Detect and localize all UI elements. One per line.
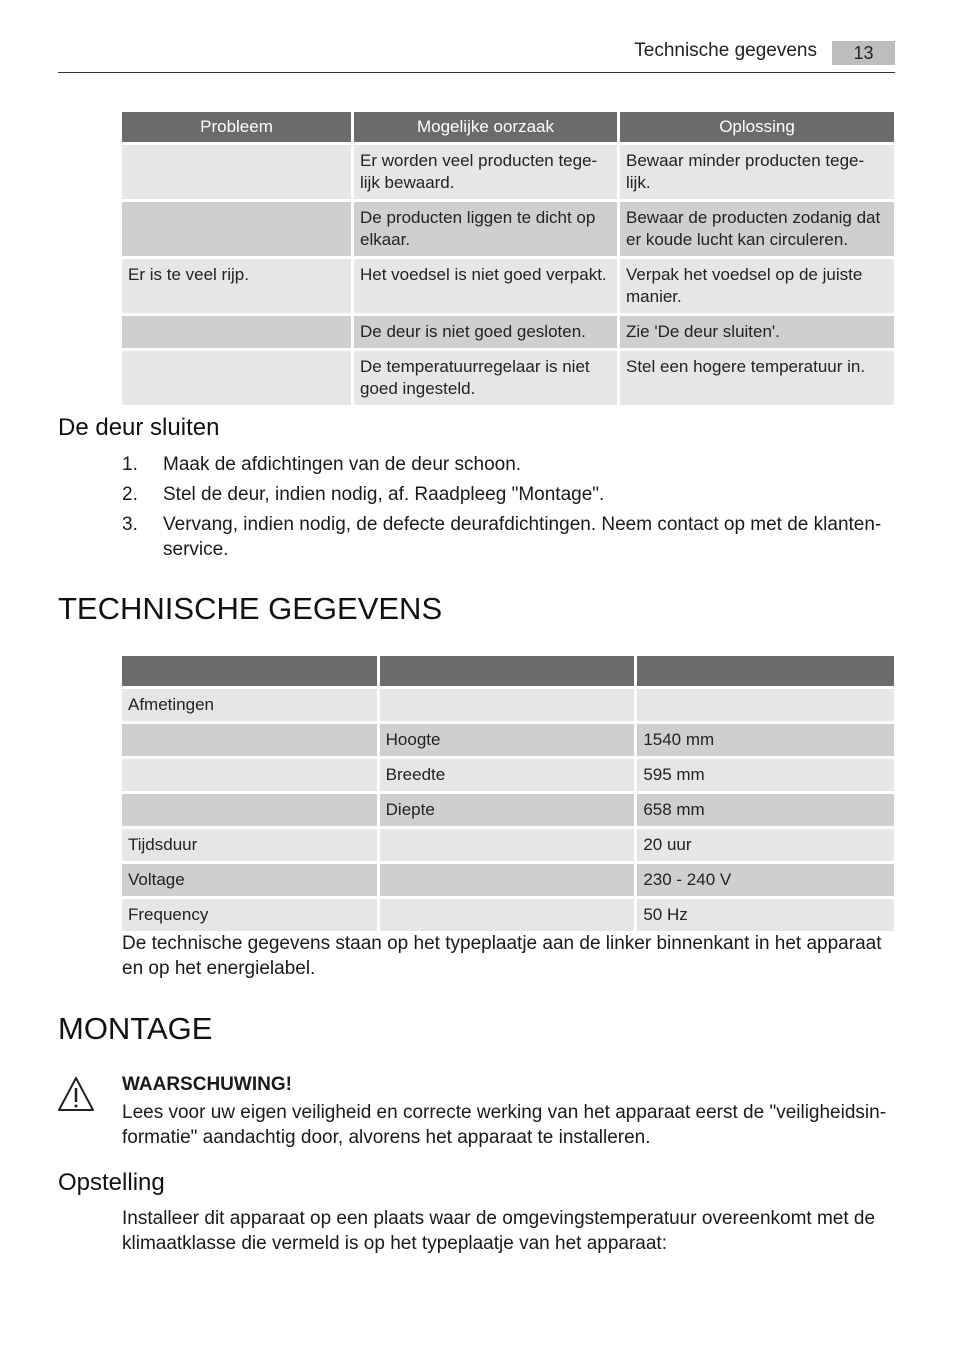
step-number: 2. bbox=[122, 484, 138, 505]
problem-cell: Er is te veel rijp. bbox=[122, 259, 351, 313]
header-section-title: Technische gegevens bbox=[634, 40, 817, 61]
spec-label-cell: Frequency bbox=[122, 899, 377, 931]
spec-label-cell: Tijdsduur bbox=[122, 829, 377, 861]
table-row bbox=[122, 316, 894, 348]
cause-cell: Er worden veel producten tege-lijk bewaard. bbox=[354, 145, 617, 199]
spec-value-cell bbox=[637, 689, 894, 721]
tech-specs-table bbox=[119, 653, 897, 934]
step-text: Vervang, indien nodig, de defecte deurafdichtingen. Neem contact op met de klanten-service. bbox=[163, 514, 882, 560]
problem-cell bbox=[122, 202, 351, 256]
column-header-cause: Mogelijke oorzaak bbox=[354, 112, 617, 142]
spec-label-cell: Voltage bbox=[122, 864, 377, 896]
table-row bbox=[122, 351, 894, 405]
spec-value-cell: 50 Hz bbox=[637, 899, 894, 931]
spec-value-cell: 20 uur bbox=[637, 829, 894, 861]
column-header bbox=[380, 656, 635, 686]
warning-text: Lees voor uw eigen veiligheid en correcte werking van het apparaat eerst de "veiligheidsin-formatie" aandachtig door, alvorens het apparaat te installeren. bbox=[122, 1102, 887, 1148]
list-item bbox=[122, 512, 894, 562]
table-row bbox=[122, 689, 894, 721]
step-text: Stel de deur, indien nodig, af. Raadpleeg "Montage". bbox=[163, 484, 605, 505]
cause-cell: De deur is niet goed gesloten. bbox=[354, 316, 617, 348]
warning-title: WAARSCHUWING! bbox=[122, 1074, 292, 1095]
table-row bbox=[122, 794, 894, 826]
spec-value-cell: 658 mm bbox=[637, 794, 894, 826]
table-row bbox=[122, 259, 894, 313]
table-row bbox=[122, 829, 894, 861]
table-row bbox=[122, 759, 894, 791]
problem-cell bbox=[122, 351, 351, 405]
opstelling-text: Installeer dit apparaat op een plaats waar de omgevingstemperatuur overeenkomt met de klimaatklasse die vermeld is op het typeplaatje van het apparaat: bbox=[122, 1208, 876, 1254]
spec-sublabel-cell bbox=[380, 689, 635, 721]
solution-cell: Bewaar minder producten tege-lijk. bbox=[620, 145, 894, 199]
spec-value-cell: 595 mm bbox=[637, 759, 894, 791]
cause-cell: Het voedsel is niet goed verpakt. bbox=[354, 259, 617, 313]
spec-sublabel-cell: Diepte bbox=[380, 794, 635, 826]
cause-cell: De producten liggen te dicht op elkaar. bbox=[354, 202, 617, 256]
list-item bbox=[122, 482, 894, 507]
problem-cell bbox=[122, 316, 351, 348]
tech-note: De technische gegevens staan op het typeplaatje aan de linker binnenkant in het apparaat en op het energielabel. bbox=[122, 933, 882, 979]
problem-cell bbox=[122, 145, 351, 199]
column-header bbox=[122, 656, 377, 686]
montage-section-title: MONTAGE bbox=[58, 1011, 213, 1046]
page-number: 13 bbox=[832, 41, 895, 65]
spec-sublabel-cell: Breedte bbox=[380, 759, 635, 791]
table-row bbox=[122, 202, 894, 256]
page-header bbox=[58, 38, 895, 73]
column-header-problem: Probleem bbox=[122, 112, 351, 142]
column-header bbox=[637, 656, 894, 686]
spec-sublabel-cell bbox=[380, 864, 635, 896]
door-section-title: De deur sluiten bbox=[58, 414, 220, 441]
table-row bbox=[122, 864, 894, 896]
solution-cell: Zie 'De deur sluiten'. bbox=[620, 316, 894, 348]
table-row bbox=[122, 899, 894, 931]
spec-value-cell: 230 - 240 V bbox=[637, 864, 894, 896]
solution-cell: Verpak het voedsel op de juiste manier. bbox=[620, 259, 894, 313]
spec-label-cell: Afmetingen bbox=[122, 689, 377, 721]
cause-cell: De temperatuurregelaar is niet goed ingesteld. bbox=[354, 351, 617, 405]
spec-sublabel-cell bbox=[380, 829, 635, 861]
spec-label-cell bbox=[122, 759, 377, 791]
opstelling-section-title: Opstelling bbox=[58, 1169, 165, 1196]
solution-cell: Stel een hogere temperatuur in. bbox=[620, 351, 894, 405]
door-steps-list bbox=[122, 452, 894, 567]
spec-sublabel-cell bbox=[380, 899, 635, 931]
column-header-solution: Oplossing bbox=[620, 112, 894, 142]
step-number: 3. bbox=[122, 514, 138, 535]
list-item bbox=[122, 452, 894, 477]
spec-label-cell bbox=[122, 794, 377, 826]
troubleshooting-table bbox=[119, 109, 897, 408]
spec-sublabel-cell: Hoogte bbox=[380, 724, 635, 756]
warning-triangle-icon bbox=[57, 1076, 95, 1112]
step-text: Maak de afdichtingen van de deur schoon. bbox=[163, 454, 522, 475]
spec-label-cell bbox=[122, 724, 377, 756]
tech-section-title: TECHNISCHE GEGEVENS bbox=[58, 591, 443, 626]
step-number: 1. bbox=[122, 454, 138, 475]
table-row bbox=[122, 724, 894, 756]
table-row bbox=[122, 145, 894, 199]
spec-value-cell: 1540 mm bbox=[637, 724, 894, 756]
solution-cell: Bewaar de producten zodanig dat er koude lucht kan circuleren. bbox=[620, 202, 894, 256]
